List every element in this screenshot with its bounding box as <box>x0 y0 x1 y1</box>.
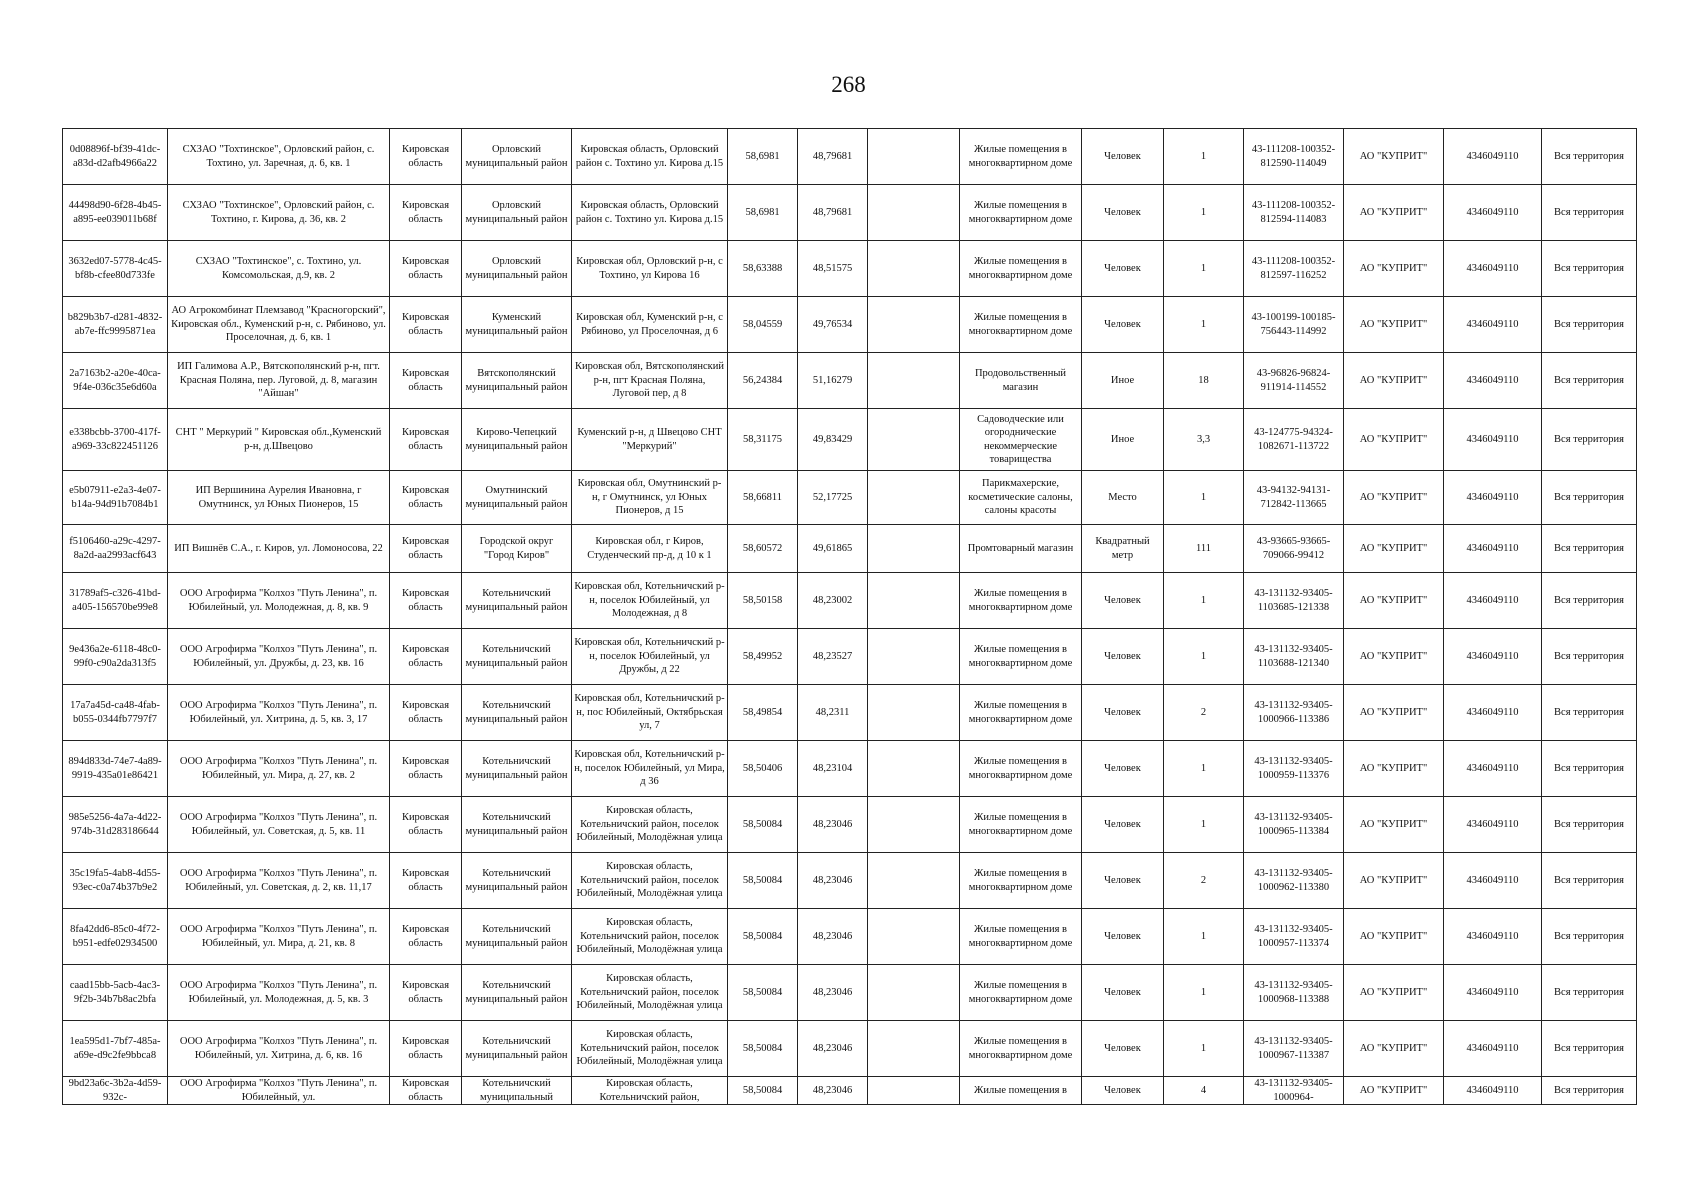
cell-operator: АО "КУПРИТ" <box>1344 353 1444 409</box>
cell-unit: Человек <box>1082 241 1164 297</box>
cell-category: Жилые помещения в многоквартирном доме <box>960 629 1082 685</box>
cell-empty <box>868 129 960 185</box>
cell-region: Кировская область <box>390 1021 462 1077</box>
cell-inn: 4346049110 <box>1444 573 1542 629</box>
cell-inn: 4346049110 <box>1444 1021 1542 1077</box>
cell-quantity: 1 <box>1164 129 1244 185</box>
cell-latitude: 58,50084 <box>728 853 798 909</box>
table-row <box>63 297 1637 353</box>
cell-empty <box>868 353 960 409</box>
cell-owner: ООО Агрофирма "Колхоз "Путь Ленина", п. Юбилейный, ул. Хитрина, д. 6, кв. 16 <box>168 1021 390 1077</box>
cell-code: 43-111208-100352-812594-114083 <box>1244 185 1344 241</box>
cell-address: Кировская область, Котельничский район, поселок Юбилейный, Молодёжная улица <box>572 909 728 965</box>
cell-territory: Вся территория <box>1542 685 1637 741</box>
cell-territory: Вся территория <box>1542 1077 1637 1105</box>
cell-owner: ООО Агрофирма "Колхоз "Путь Ленина", п. Юбилейный, ул. Хитрина, д. 5, кв. 3, 17 <box>168 685 390 741</box>
cell-address: Куменский р-н, д Швецово СНТ "Меркурий" <box>572 409 728 471</box>
cell-quantity: 1 <box>1164 1021 1244 1077</box>
cell-operator: АО "КУПРИТ" <box>1344 185 1444 241</box>
cell-address: Кировская область, Орловский район с. Тохтино ул. Кирова д.15 <box>572 185 728 241</box>
cell-region: Кировская область <box>390 853 462 909</box>
cell-address: Кировская обл, Котельничский р-н, поселок Юбилейный, ул Молодежная, д 8 <box>572 573 728 629</box>
table-row <box>63 241 1637 297</box>
cell-unit: Человек <box>1082 853 1164 909</box>
cell-quantity: 1 <box>1164 185 1244 241</box>
cell-owner: ООО Агрофирма "Колхоз "Путь Ленина", п. Юбилейный, ул. Мира, д. 27, кв. 2 <box>168 741 390 797</box>
table-row <box>63 741 1637 797</box>
cell-unit: Человек <box>1082 185 1164 241</box>
table-row <box>63 471 1637 525</box>
cell-inn: 4346049110 <box>1444 129 1542 185</box>
cell-district: Городской округ "Город Киров" <box>462 525 572 573</box>
cell-code: 43-131132-93405-1000965-113384 <box>1244 797 1344 853</box>
cell-owner: ООО Агрофирма "Колхоз "Путь Ленина", п. Юбилейный, ул. Советская, д. 2, кв. 11,17 <box>168 853 390 909</box>
cell-latitude: 58,6981 <box>728 129 798 185</box>
cell-longitude: 48,23046 <box>798 1021 868 1077</box>
cell-longitude: 48,23104 <box>798 741 868 797</box>
cell-operator: АО "КУПРИТ" <box>1344 965 1444 1021</box>
cell-category: Жилые помещения в многоквартирном доме <box>960 573 1082 629</box>
cell-object-id: 17a7a45d-ca48-4fab-b055-0344fb7797f7 <box>63 685 168 741</box>
registry-rows <box>63 129 1637 1105</box>
cell-region: Кировская область <box>390 297 462 353</box>
cell-district: Котельничский муниципальный район <box>462 909 572 965</box>
cell-territory: Вся территория <box>1542 797 1637 853</box>
cell-longitude: 48,79681 <box>798 185 868 241</box>
cell-quantity: 4 <box>1164 1077 1244 1105</box>
cell-quantity: 3,3 <box>1164 409 1244 471</box>
cell-quantity: 1 <box>1164 297 1244 353</box>
cell-unit: Человек <box>1082 965 1164 1021</box>
cell-quantity: 1 <box>1164 573 1244 629</box>
cell-region: Кировская область <box>390 409 462 471</box>
cell-address: Кировская обл, г Киров, Студенческий пр-д, д 10 к 1 <box>572 525 728 573</box>
cell-category: Жилые помещения в многоквартирном доме <box>960 129 1082 185</box>
cell-latitude: 58,60572 <box>728 525 798 573</box>
cell-latitude: 58,50406 <box>728 741 798 797</box>
cell-category: Жилые помещения в многоквартирном доме <box>960 965 1082 1021</box>
cell-operator: АО "КУПРИТ" <box>1344 629 1444 685</box>
cell-quantity: 18 <box>1164 353 1244 409</box>
cell-object-id: e338bcbb-3700-417f-a969-33c822451126 <box>63 409 168 471</box>
cell-inn: 4346049110 <box>1444 1077 1542 1105</box>
cell-unit: Человек <box>1082 797 1164 853</box>
table-row <box>63 629 1637 685</box>
cell-district: Кирово-Чепецкий муниципальный район <box>462 409 572 471</box>
cell-code: 43-124775-94324-1082671-113722 <box>1244 409 1344 471</box>
cell-address: Кировская область, Котельничский район, поселок Юбилейный, Молодёжная улица <box>572 965 728 1021</box>
cell-district: Котельничский муниципальный район <box>462 685 572 741</box>
cell-object-id: caad15bb-5acb-4ac3-9f2b-34b7b8ac2bfa <box>63 965 168 1021</box>
cell-territory: Вся территория <box>1542 409 1637 471</box>
cell-operator: АО "КУПРИТ" <box>1344 297 1444 353</box>
cell-latitude: 58,50084 <box>728 909 798 965</box>
cell-inn: 4346049110 <box>1444 185 1542 241</box>
cell-address: Кировская область, Котельничский район, <box>572 1077 728 1105</box>
cell-quantity: 111 <box>1164 525 1244 573</box>
table-row <box>63 685 1637 741</box>
cell-owner: ООО Агрофирма "Колхоз "Путь Ленина", п. Юбилейный, ул. Молодежная, д. 8, кв. 9 <box>168 573 390 629</box>
cell-empty <box>868 185 960 241</box>
cell-unit: Человек <box>1082 573 1164 629</box>
cell-category: Жилые помещения в многоквартирном доме <box>960 685 1082 741</box>
cell-region: Кировская область <box>390 185 462 241</box>
cell-latitude: 58,49854 <box>728 685 798 741</box>
cell-category: Жилые помещения в многоквартирном доме <box>960 185 1082 241</box>
cell-category: Жилые помещения в многоквартирном доме <box>960 1021 1082 1077</box>
cell-longitude: 48,23527 <box>798 629 868 685</box>
cell-address: Кировская обл, Орловский р-н, с Тохтино, ул Кирова 16 <box>572 241 728 297</box>
cell-region: Кировская область <box>390 241 462 297</box>
cell-empty <box>868 1077 960 1105</box>
cell-longitude: 52,17725 <box>798 471 868 525</box>
cell-unit: Человек <box>1082 1021 1164 1077</box>
cell-district: Котельничский муниципальный район <box>462 741 572 797</box>
cell-territory: Вся территория <box>1542 1021 1637 1077</box>
cell-latitude: 58,63388 <box>728 241 798 297</box>
cell-unit: Человек <box>1082 629 1164 685</box>
cell-object-id: f5106460-a29c-4297-8a2d-aa2993acf643 <box>63 525 168 573</box>
cell-category: Жилые помещения в многоквартирном доме <box>960 909 1082 965</box>
cell-owner: ИП Вершинина Аурелия Ивановна, г Омутнинск, ул Юных Пионеров, 15 <box>168 471 390 525</box>
cell-latitude: 58,6981 <box>728 185 798 241</box>
cell-longitude: 48,23046 <box>798 853 868 909</box>
cell-territory: Вся территория <box>1542 741 1637 797</box>
cell-object-id: 44498d90-6f28-4b45-a895-ee039011b68f <box>63 185 168 241</box>
cell-longitude: 48,2311 <box>798 685 868 741</box>
cell-region: Кировская область <box>390 353 462 409</box>
cell-empty <box>868 685 960 741</box>
cell-code: 43-131132-93405-1000966-113386 <box>1244 685 1344 741</box>
cell-object-id: 9bd23a6c-3b2a-4d59-932c- <box>63 1077 168 1105</box>
cell-object-id: 8fa42dd6-85c0-4f72-b951-edfe02934500 <box>63 909 168 965</box>
table-row <box>63 1077 1637 1105</box>
cell-inn: 4346049110 <box>1444 965 1542 1021</box>
cell-quantity: 1 <box>1164 241 1244 297</box>
cell-quantity: 1 <box>1164 797 1244 853</box>
cell-empty <box>868 471 960 525</box>
cell-quantity: 1 <box>1164 471 1244 525</box>
cell-unit: Человек <box>1082 297 1164 353</box>
cell-owner: ООО Агрофирма "Колхоз "Путь Ленина", п. Юбилейный, ул. Дружбы, д. 23, кв. 16 <box>168 629 390 685</box>
cell-inn: 4346049110 <box>1444 241 1542 297</box>
cell-longitude: 48,23002 <box>798 573 868 629</box>
cell-region: Кировская область <box>390 797 462 853</box>
cell-district: Куменский муниципальный район <box>462 297 572 353</box>
cell-address: Кировская обл, Вятскополянский р-н, пгт Красная Поляна, Луговой пер, д 8 <box>572 353 728 409</box>
cell-address: Кировская обл, Омутнинский р-н, г Омутнинск, ул Юных Пионеров, д 15 <box>572 471 728 525</box>
cell-longitude: 48,23046 <box>798 1077 868 1105</box>
table-row <box>63 129 1637 185</box>
cell-region: Кировская область <box>390 685 462 741</box>
cell-unit: Иное <box>1082 353 1164 409</box>
cell-object-id: 985e5256-4a7a-4d22-974b-31d283186644 <box>63 797 168 853</box>
cell-empty <box>868 797 960 853</box>
cell-unit: Человек <box>1082 909 1164 965</box>
cell-address: Кировская обл, Куменский р-н, с Рябиново, ул Проселочная, д 6 <box>572 297 728 353</box>
cell-empty <box>868 909 960 965</box>
cell-category: Жилые помещения в многоквартирном доме <box>960 853 1082 909</box>
cell-address: Кировская обл, Котельничский р-н, пос Юбилейный, Октябрьская ул, 7 <box>572 685 728 741</box>
cell-owner: ООО Агрофирма "Колхоз "Путь Ленина", п. Юбилейный, ул. Мира, д. 21, кв. 8 <box>168 909 390 965</box>
cell-category: Парикмахерские, косметические салоны, салоны красоты <box>960 471 1082 525</box>
cell-inn: 4346049110 <box>1444 909 1542 965</box>
cell-inn: 4346049110 <box>1444 853 1542 909</box>
cell-unit: Человек <box>1082 685 1164 741</box>
cell-region: Кировская область <box>390 965 462 1021</box>
cell-latitude: 58,50158 <box>728 573 798 629</box>
cell-territory: Вся территория <box>1542 573 1637 629</box>
cell-quantity: 2 <box>1164 685 1244 741</box>
cell-unit: Человек <box>1082 1077 1164 1105</box>
cell-longitude: 48,23046 <box>798 797 868 853</box>
table-row <box>63 409 1637 471</box>
cell-empty <box>868 853 960 909</box>
cell-object-id: 9e436a2e-6118-48c0-99f0-c90a2da313f5 <box>63 629 168 685</box>
cell-category: Продовольственный магазин <box>960 353 1082 409</box>
cell-object-id: 2a7163b2-a20e-40ca-9f4e-036c35e6d60a <box>63 353 168 409</box>
cell-operator: АО "КУПРИТ" <box>1344 241 1444 297</box>
cell-inn: 4346049110 <box>1444 471 1542 525</box>
cell-territory: Вся территория <box>1542 909 1637 965</box>
cell-address: Кировская обл, Котельничский р-н, поселок Юбилейный, ул Дружбы, д 22 <box>572 629 728 685</box>
cell-owner: СНТ " Меркурий " Кировская обл.,Куменский р-н, д.Швецово <box>168 409 390 471</box>
cell-object-id: 35c19fa5-4ab8-4d55-93ec-c0a74b37b9e2 <box>63 853 168 909</box>
cell-quantity: 2 <box>1164 853 1244 909</box>
cell-object-id: 31789af5-c326-41bd-a405-156570be99e8 <box>63 573 168 629</box>
cell-operator: АО "КУПРИТ" <box>1344 741 1444 797</box>
cell-longitude: 48,23046 <box>798 909 868 965</box>
cell-address: Кировская область, Орловский район с. Тохтино ул. Кирова д.15 <box>572 129 728 185</box>
cell-empty <box>868 965 960 1021</box>
cell-owner: АО Агрокомбинат Племзавод "Красногорский", Кировская обл., Куменский р-н, с. Рябиново, ул. Проселочная, д. 6, кв. 1 <box>168 297 390 353</box>
cell-object-id: e5b07911-e2a3-4e07-b14a-94d91b7084b1 <box>63 471 168 525</box>
cell-code: 43-131132-93405-1000968-113388 <box>1244 965 1344 1021</box>
table-row <box>63 853 1637 909</box>
cell-district: Котельничский муниципальный район <box>462 573 572 629</box>
cell-longitude: 48,51575 <box>798 241 868 297</box>
cell-territory: Вся территория <box>1542 129 1637 185</box>
table-row <box>63 573 1637 629</box>
cell-region: Кировская область <box>390 741 462 797</box>
cell-owner: СХЗАО "Тохтинское", Орловский район, с. Тохтино, г. Кирова, д. 36, кв. 2 <box>168 185 390 241</box>
cell-quantity: 1 <box>1164 965 1244 1021</box>
cell-district: Котельничский муниципальный район <box>462 629 572 685</box>
cell-latitude: 58,49952 <box>728 629 798 685</box>
cell-unit: Место <box>1082 471 1164 525</box>
cell-operator: АО "КУПРИТ" <box>1344 409 1444 471</box>
cell-district: Котельничский муниципальный район <box>462 853 572 909</box>
cell-operator: АО "КУПРИТ" <box>1344 685 1444 741</box>
cell-territory: Вся территория <box>1542 965 1637 1021</box>
cell-code: 43-111208-100352-812597-116252 <box>1244 241 1344 297</box>
page-number: 268 <box>831 72 866 97</box>
cell-operator: АО "КУПРИТ" <box>1344 129 1444 185</box>
cell-operator: АО "КУПРИТ" <box>1344 573 1444 629</box>
cell-district: Котельничский муниципальный район <box>462 965 572 1021</box>
cell-operator: АО "КУПРИТ" <box>1344 1077 1444 1105</box>
cell-region: Кировская область <box>390 129 462 185</box>
cell-owner: ИП Вишнёв С.А., г. Киров, ул. Ломоносова, 22 <box>168 525 390 573</box>
cell-latitude: 58,50084 <box>728 965 798 1021</box>
cell-category: Жилые помещения в многоквартирном доме <box>960 797 1082 853</box>
cell-latitude: 58,50084 <box>728 1021 798 1077</box>
cell-unit: Человек <box>1082 129 1164 185</box>
cell-district: Орловский муниципальный район <box>462 129 572 185</box>
table-row <box>63 797 1637 853</box>
cell-code: 43-131132-93405-1103685-121338 <box>1244 573 1344 629</box>
cell-inn: 4346049110 <box>1444 525 1542 573</box>
table-row <box>63 353 1637 409</box>
cell-empty <box>868 573 960 629</box>
cell-inn: 4346049110 <box>1444 629 1542 685</box>
cell-code: 43-131132-93405-1103688-121340 <box>1244 629 1344 685</box>
cell-longitude: 49,61865 <box>798 525 868 573</box>
cell-inn: 4346049110 <box>1444 685 1542 741</box>
cell-operator: АО "КУПРИТ" <box>1344 909 1444 965</box>
cell-region: Кировская область <box>390 573 462 629</box>
cell-code: 43-131132-93405-1000962-113380 <box>1244 853 1344 909</box>
cell-territory: Вся территория <box>1542 525 1637 573</box>
cell-inn: 4346049110 <box>1444 409 1542 471</box>
cell-code: 43-131132-93405-1000967-113387 <box>1244 1021 1344 1077</box>
cell-address: Кировская область, Котельничский район, поселок Юбилейный, Молодёжная улица <box>572 797 728 853</box>
cell-district: Омутнинский муниципальный район <box>462 471 572 525</box>
cell-address: Кировская область, Котельничский район, поселок Юбилейный, Молодёжная улица <box>572 853 728 909</box>
cell-region: Кировская область <box>390 471 462 525</box>
cell-quantity: 1 <box>1164 909 1244 965</box>
cell-empty <box>868 409 960 471</box>
cell-address: Кировская область, Котельничский район, поселок Юбилейный, Молодёжная улица <box>572 1021 728 1077</box>
cell-owner: СХЗАО "Тохтинское", Орловский район, с. Тохтино, ул. Заречная, д. 6, кв. 1 <box>168 129 390 185</box>
cell-district: Вятскополянский муниципальный район <box>462 353 572 409</box>
cell-object-id: 3632ed07-5778-4c45-bf8b-cfee80d733fe <box>63 241 168 297</box>
cell-owner: ООО Агрофирма "Колхоз "Путь Ленина", п. Юбилейный, ул. Советская, д. 5, кв. 11 <box>168 797 390 853</box>
cell-empty <box>868 241 960 297</box>
cell-territory: Вся территория <box>1542 853 1637 909</box>
cell-code: 43-131132-93405-1000964- <box>1244 1077 1344 1105</box>
cell-quantity: 1 <box>1164 741 1244 797</box>
registry-table <box>62 128 1637 1105</box>
cell-address: Кировская обл, Котельничский р-н, поселок Юбилейный, ул Мира, д 36 <box>572 741 728 797</box>
cell-code: 43-94132-94131-712842-113665 <box>1244 471 1344 525</box>
cell-district: Орловский муниципальный район <box>462 185 572 241</box>
cell-empty <box>868 525 960 573</box>
cell-object-id: 894d833d-74e7-4a89-9919-435a01e86421 <box>63 741 168 797</box>
table-row <box>63 909 1637 965</box>
cell-empty <box>868 629 960 685</box>
cell-latitude: 58,66811 <box>728 471 798 525</box>
cell-category: Жилые помещения в многоквартирном доме <box>960 241 1082 297</box>
cell-owner: ООО Агрофирма "Колхоз "Путь Ленина", п. Юбилейный, ул. Молодежная, д. 5, кв. 3 <box>168 965 390 1021</box>
cell-district: Котельничский муниципальный район <box>462 797 572 853</box>
cell-operator: АО "КУПРИТ" <box>1344 525 1444 573</box>
cell-inn: 4346049110 <box>1444 353 1542 409</box>
cell-latitude: 58,50084 <box>728 1077 798 1105</box>
cell-empty <box>868 1021 960 1077</box>
cell-territory: Вся территория <box>1542 353 1637 409</box>
cell-operator: АО "КУПРИТ" <box>1344 471 1444 525</box>
cell-inn: 4346049110 <box>1444 297 1542 353</box>
cell-latitude: 56,24384 <box>728 353 798 409</box>
cell-operator: АО "КУПРИТ" <box>1344 1021 1444 1077</box>
cell-code: 43-111208-100352-812590-114049 <box>1244 129 1344 185</box>
cell-longitude: 49,83429 <box>798 409 868 471</box>
cell-latitude: 58,04559 <box>728 297 798 353</box>
cell-object-id: b829b3b7-d281-4832-ab7e-ffc9995871ea <box>63 297 168 353</box>
cell-unit: Иное <box>1082 409 1164 471</box>
cell-code: 43-100199-100185-756443-114992 <box>1244 297 1344 353</box>
cell-territory: Вся территория <box>1542 629 1637 685</box>
cell-category: Жилые помещения в многоквартирном доме <box>960 741 1082 797</box>
cell-quantity: 1 <box>1164 629 1244 685</box>
cell-longitude: 49,76534 <box>798 297 868 353</box>
cell-category: Жилые помещения в <box>960 1077 1082 1105</box>
cell-code: 43-131132-93405-1000959-113376 <box>1244 741 1344 797</box>
cell-owner: ООО Агрофирма "Колхоз "Путь Ленина", п. Юбилейный, ул. <box>168 1077 390 1105</box>
table-row <box>63 185 1637 241</box>
cell-object-id: 1ea595d1-7bf7-485a-a69e-d9c2fe9bbca8 <box>63 1021 168 1077</box>
cell-empty <box>868 741 960 797</box>
cell-region: Кировская область <box>390 1077 462 1105</box>
cell-district: Орловский муниципальный район <box>462 241 572 297</box>
cell-region: Кировская область <box>390 525 462 573</box>
cell-district: Котельничский муниципальный <box>462 1077 572 1105</box>
cell-owner: СХЗАО "Тохтинское", с. Тохтино, ул. Комсомольская, д.9, кв. 2 <box>168 241 390 297</box>
cell-territory: Вся территория <box>1542 241 1637 297</box>
cell-operator: АО "КУПРИТ" <box>1344 797 1444 853</box>
cell-category: Садоводческие или огороднические некоммерческие товарищества <box>960 409 1082 471</box>
cell-code: 43-131132-93405-1000957-113374 <box>1244 909 1344 965</box>
cell-longitude: 48,79681 <box>798 129 868 185</box>
cell-owner: ИП Галимова А.Р., Вятскополянский р-н, пгт. Красная Поляна, пер. Луговой, д. 8, магазин "Айшан" <box>168 353 390 409</box>
cell-unit: Человек <box>1082 741 1164 797</box>
table-row <box>63 525 1637 573</box>
table-row <box>63 965 1637 1021</box>
cell-category: Жилые помещения в многоквартирном доме <box>960 297 1082 353</box>
cell-territory: Вся территория <box>1542 297 1637 353</box>
cell-region: Кировская область <box>390 909 462 965</box>
cell-region: Кировская область <box>390 629 462 685</box>
cell-longitude: 48,23046 <box>798 965 868 1021</box>
cell-longitude: 51,16279 <box>798 353 868 409</box>
cell-object-id: 0d08896f-bf39-41dc-a83d-d2afb4966a22 <box>63 129 168 185</box>
cell-category: Промтоварный магазин <box>960 525 1082 573</box>
cell-latitude: 58,50084 <box>728 797 798 853</box>
cell-code: 43-93665-93665-709066-99412 <box>1244 525 1344 573</box>
cell-latitude: 58,31175 <box>728 409 798 471</box>
cell-operator: АО "КУПРИТ" <box>1344 853 1444 909</box>
cell-empty <box>868 297 960 353</box>
cell-code: 43-96826-96824-911914-114552 <box>1244 353 1344 409</box>
cell-inn: 4346049110 <box>1444 797 1542 853</box>
cell-territory: Вся территория <box>1542 185 1637 241</box>
table-row <box>63 1021 1637 1077</box>
cell-territory: Вся территория <box>1542 471 1637 525</box>
cell-district: Котельничский муниципальный район <box>462 1021 572 1077</box>
cell-unit: Квадратный метр <box>1082 525 1164 573</box>
cell-inn: 4346049110 <box>1444 741 1542 797</box>
